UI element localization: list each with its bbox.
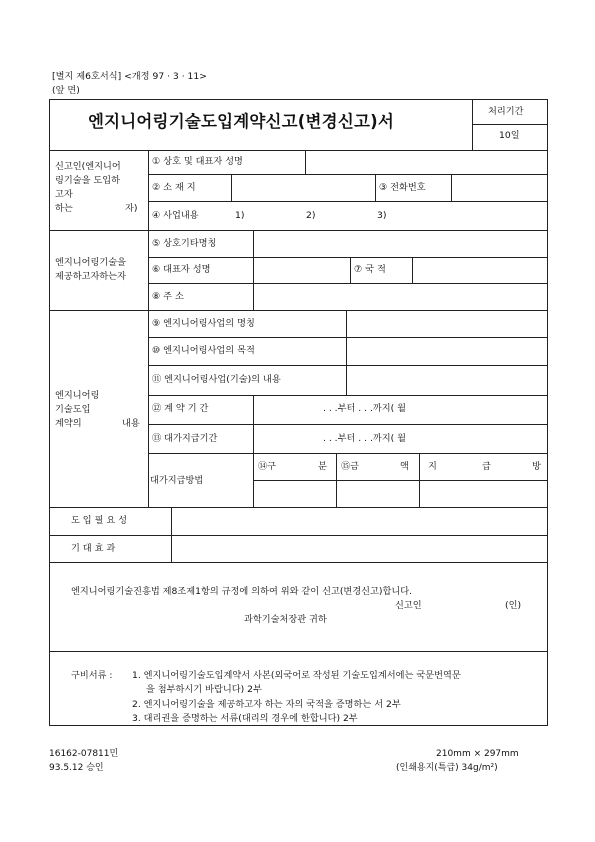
field-2-label: ② 소 재 지 [152, 182, 196, 193]
field-11-label: ⑪ 엔지니어링사업(기술)의 내용 [152, 374, 281, 385]
processing-period-value: 10일 [499, 130, 520, 141]
provider-section-label-2: 제공하고자하는자 [55, 271, 127, 282]
form-code: 16162-07811민 [49, 749, 119, 759]
documents-item-1a: 1. 엔지니어링기술도입계약서 사본(외국어로 작성된 기술도입계서에는 국문번역문 [132, 670, 461, 681]
documents-item-2: 2. 엔지니어링기술을 제공하고자 하는 자의 국적을 증명하는 서 2부 [132, 699, 401, 710]
field-14-label-b: 분 [318, 461, 327, 472]
business-item-1: 1) [235, 210, 245, 221]
form-title: 엔지니어링기술도입계약신고(변경신고)서 [88, 112, 394, 131]
documents-item-1b: 을 첨부하시기 바랍니다) 2부 [146, 684, 262, 695]
business-item-3: 3) [377, 210, 387, 221]
reporter-section-label-1: 신고인(엔지니어 [55, 161, 121, 172]
field-6-label: ⑥ 대표자 성명 [152, 264, 211, 275]
reporter-section-label-3: 고자 [55, 189, 73, 200]
field-7-label: ⑦ 국 적 [354, 264, 386, 275]
field-12-label: ⑫ 계 약 기 간 [152, 403, 209, 414]
field-10-label: ⑩ 엔지니어링사업의 목적 [152, 345, 255, 356]
reporter-signature-label: 신고인 [395, 600, 422, 611]
contract-section-label-3b: 내용 [122, 418, 140, 429]
field-15-label-e: 방 [532, 461, 541, 472]
reporter-section-label-2: 링기술을 도입하 [55, 175, 121, 186]
contract-section-label-3a: 계약의 [55, 418, 82, 429]
field-15-label-d: 급 [482, 461, 491, 472]
expected-effect-label: 기 대 효 과 [71, 543, 116, 554]
form-frame [49, 99, 548, 726]
contract-section-label-1: 엔지니어링 [55, 390, 100, 401]
contract-section-label-2: 기술도입 [55, 404, 91, 415]
field-5-label: ⑤ 상호기타명칭 [152, 238, 217, 249]
documents-label: 구비서류 : [71, 670, 113, 681]
paper-size: 210mm × 297mm [436, 749, 519, 759]
form-number: [별지 제6호서식] <개정 97 · 3 · 11> [52, 71, 207, 82]
business-item-2: 2) [306, 210, 316, 221]
reporter-section-label-4a: 하는 [55, 203, 73, 214]
approval-date: 93.5.12 승인 [49, 763, 104, 773]
provider-section-label-1: 엔지니어링기술을 [55, 257, 127, 268]
field-8-label: ⑧ 주 소 [152, 291, 184, 302]
page-side-label: (앞 면) [52, 85, 80, 96]
field-4-label: ④ 사업내용 [152, 210, 199, 221]
field-15-label-b: 액 [400, 461, 409, 472]
payment-method-label: 대가지급방법 [150, 475, 204, 486]
field-15-label-c: 지 [428, 461, 437, 472]
contract-period-value: . . .부터 . . .까지( 월 [323, 403, 407, 414]
processing-period-label: 처리기간 [488, 106, 524, 117]
payment-period-value: . . .부터 . . .까지( 월 [323, 433, 407, 444]
addressee: 과학기술처장관 귀하 [244, 614, 327, 625]
field-9-label: ⑨ 엔지니어링사업의 명칭 [152, 318, 255, 329]
field-14-label-a: ⑭구 [258, 461, 277, 472]
documents-item-3: 3. 대리권을 증명하는 서류(대리의 경우에 한합니다) 2부 [132, 713, 358, 724]
paper-spec: (인쇄용지(특급) 34g/m²) [396, 763, 498, 773]
seal-mark: (인) [505, 600, 522, 611]
field-3-label: ③ 전화번호 [379, 182, 426, 193]
field-15-label-a: ⑮금 [341, 461, 360, 472]
field-13-label: ⑬ 대가지급기간 [152, 433, 218, 444]
field-1-label: ① 상호 및 대표자 성명 [152, 156, 243, 167]
declaration-text: 엔지니어링기술진흥법 제8조제1항의 규정에 의하여 위와 같이 신고(변경신고)합니다. [71, 586, 413, 597]
reporter-section-label-4b: 자) [125, 203, 138, 214]
necessity-label: 도 입 필 요 성 [71, 515, 128, 526]
